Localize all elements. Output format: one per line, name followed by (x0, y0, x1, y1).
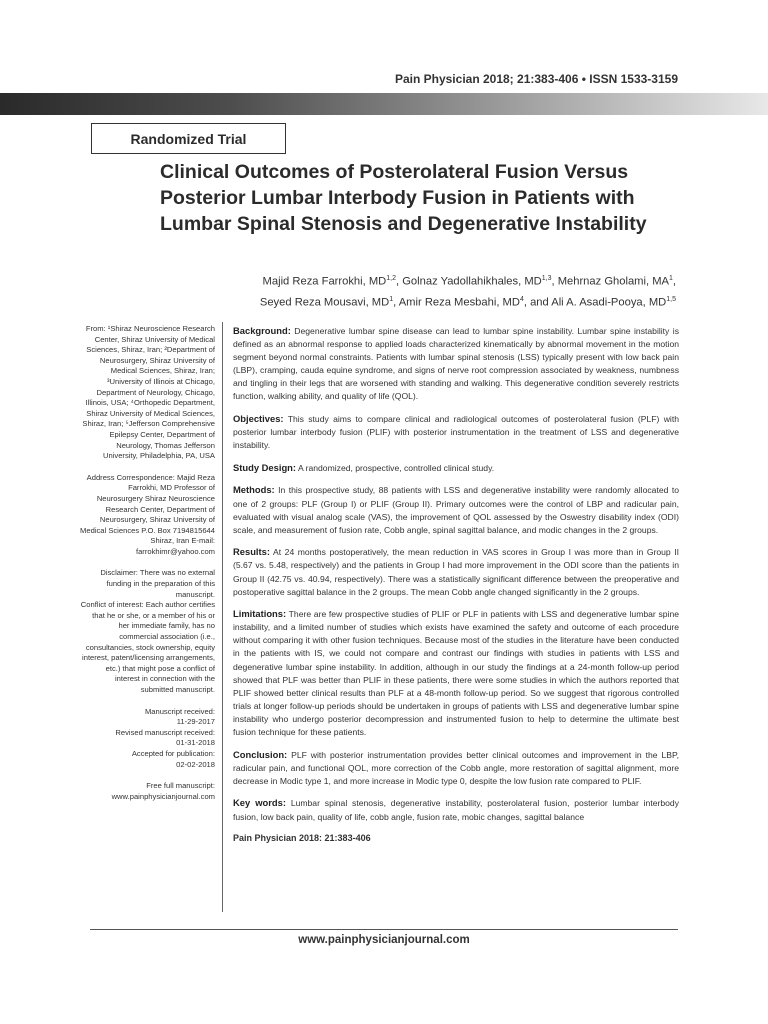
abstract-objectives (233, 412, 679, 452)
article-type-box (91, 123, 286, 154)
author-name: Seyed Reza Mousavi, MD (259, 296, 390, 309)
author-affiliation: 1,5 (666, 295, 676, 303)
article-title: Clinical Outcomes of Posterolateral Fusion Versus Posterior Lumbar Interbody Fusion in Patients with Lumbar Spinal Stenosis and Degenerative Instability (160, 161, 647, 235)
date-value: 11-29-2017 (176, 717, 215, 727)
article-type-label: Randomized Trial (130, 130, 247, 147)
section-label: Key words: (233, 797, 286, 809)
section-text: Degenerative lumbar spine disease can lead to lumbar spine instability. Lumbar spine instability is defined as an abnormal response to applied loads characterized kinematically by abnormal movement in the motion segment beyond normal constraints. Patients with lumbar spinal stenosis (LSS) typically present with low back pain (LBP), cramping, cauda equine syndrome, and signs of nerve root compression associated by weakness, numbness and tingling in their legs that are worsened with standing and walking. This degenerative condition severely restricts function, walking ability, and quality of life (QOL). (233, 326, 680, 402)
abstract-background (233, 324, 679, 404)
author-name: Golnaz Yadollahikhales, MD (402, 275, 542, 288)
date-label: Revised manuscript received: (115, 727, 215, 737)
author-separator: , and (523, 296, 552, 309)
author-affiliation: 1 (668, 275, 673, 282)
abstract-citation: Pain Physician 2018: 21:383-406 (233, 833, 371, 844)
date-label: Manuscript received: (144, 706, 215, 716)
author-separator: , (672, 275, 676, 288)
correspondence-note: Address Correspondence: Majid Reza Farrokhi, MD Professor of Neurosurgery Shiraz Neuroscience Research Center, Department of Neurosurgery, Shiraz University of Medical Sciences P.O. Box 7194815644 Shiraz, Iran E-mail: farrokhimr@yahoo.com (80, 472, 215, 556)
abstract-keywords (233, 796, 679, 823)
author-name: Mehrnaz Gholami, MA (557, 275, 669, 288)
author-separator: , (551, 275, 558, 288)
conflict-note: Conflict of interest: Each author certifies that he or she, or a member of his or her immediate family, has no commercial association (i.e., consultancies, stock ownership, equity interest, patent/licensing arrangements, etc.) that might pose a conflict of interest in connection with the submitted manuscript. (80, 600, 215, 694)
affiliations-note: From: ¹Shiraz Neuroscience Research Center, Shiraz University of Medical Sciences, Shiraz, Iran; ²Department of Neurosurgery, Shiraz University of Medical Sciences, Shiraz, Iran; ³University of Illinois at Chicago, Department of Neurology, Chicago, Illinois, USA; ⁴Orthopedic Department, Shiraz University of Medical Sciences, Shiraz, Iran; ⁵Jefferson Comprehensive Epilepsy Center, Department of Neurology, Thomas Jefferson University, Philadelphia, PA, USA (82, 324, 215, 461)
disclaimer-note: Disclaimer: There was no external funding in the preparation of this manuscript. (100, 568, 215, 599)
abstract-methods (233, 483, 679, 536)
section-label: Background: (233, 325, 291, 336)
abstract-conclusion (233, 748, 679, 788)
section-label: Study Design: (233, 461, 297, 473)
section-text: PLF with posterior instrumentation provides better clinical outcomes and improvement in the LBP, radicular pain, and functional QOL, more correction of the Cobb angle, more restoration of sagittal alignment, more decrease in Modic type 1, and more increase in Modic type 0, despite the low fusion rate compared to PLIF. (233, 749, 679, 786)
free-manuscript-note: Free full manuscript: www.painphysicianjournal.com (111, 781, 215, 801)
section-label: Methods: (233, 484, 275, 496)
author-name: Amir Reza Mesbahi, MD (398, 296, 520, 309)
journal-citation-header: Pain Physician 2018; 21:383-406 • ISSN 1533-3159 (394, 72, 678, 86)
abstract-limitations (233, 607, 679, 739)
header-gradient-bar (0, 93, 768, 115)
section-text: At 24 months postoperatively, the mean reduction in VAS scores in Group I was more than in Group II (5.67 vs. 5.48, respectively) and the patients in Group I had more improvement in the ODI score than the patients in Group II (42.75 vs. 40.94, respectively). There was a statistically significant difference between the preoperative and postoperative sagittal balance in the 2 groups. The mean Cobb angle changed significantly in the 2 groups. (233, 547, 679, 597)
section-text: This study aims to compare clinical and radiological outcomes of posterolateral fusion (PLF) with posterior lumbar interbody fusion (PLIF) with posterior instrumentation in the treatment of LSS and degenerative instability. (233, 414, 679, 451)
author-affiliation: 4 (519, 295, 524, 303)
column-divider (222, 322, 223, 912)
author-separator: , (393, 296, 399, 309)
abstract (233, 324, 679, 854)
footer-rule (90, 929, 678, 930)
section-label: Limitations: (233, 608, 287, 620)
section-label: Conclusion: (233, 748, 288, 760)
footer-url[interactable]: www.painphysicianjournal.com (298, 934, 470, 946)
date-label: Accepted for publication: (131, 748, 215, 758)
author-affiliation: 1,2 (386, 275, 396, 282)
section-text: A randomized, prospective, controlled clinical study. (297, 462, 495, 473)
date-value: 01-31-2018 (176, 738, 215, 748)
author-separator: , (396, 275, 403, 288)
author-list (90, 270, 676, 311)
author-name: Ali A. Asadi-Pooya, MD (551, 296, 667, 309)
abstract-results (233, 545, 679, 598)
author-name: Majid Reza Farrokhi, MD (262, 275, 387, 288)
section-label: Results: (233, 546, 270, 558)
date-value: 02-02-2018 (176, 759, 215, 769)
author-affiliation: 1 (389, 295, 394, 303)
abstract-study-design (233, 461, 679, 475)
section-text: Lumbar spinal stenosis, degenerative instability, posterolateral fusion, posterior lumbar interbody fusion, low back pain, quality of life, cobb angle, fusion rate, mobic changes, sagittal balance (233, 798, 679, 822)
section-label: Objectives: (233, 413, 284, 425)
sidebar-notes (80, 324, 215, 802)
section-text: In this prospective study, 88 patients with LSS and degenerative instability were randomly allocated to one of 2 groups: PLF (Group I) or PLIF (Group II). Primary outcomes were the control of LBP and radicular pain, evaluated with visual analog scale (VAS), the improvement of QOL assessed by the Oswestry disability index (ODI) scale, and measurement of fusion rate, Cobb angle, spinal sagittal balance, and modic changes in the 2 groups. (233, 485, 679, 535)
author-affiliation: 1,3 (541, 275, 552, 282)
section-text: There are few prospective studies of PLIF or PLF in patients with LSS and degenerative lumbar spine instability, and a limited number of studies which exists have examined the safety and outcome of each procedure without comparing it with other fusion techniques. Because most of the studies in the literature have been conducted in the patients with IS, we could not compare and contrast our findings with studies in patients with LSS and degenerative lumbar spine instability. In addition, although in our study the findings at a 24-month follow-up period showed that PLF was better than PLIF in these patients, there were some studies in which the authors reported that PLIF showed better clinical results than PLF at a 48-month follow-up period. So we suggest that rigorous controlled trials at longer follow-up periods should be undertaken in groups of patients with LSS and degenerative lumbar spine instability who undergo posterior decompression and instrumented fusion to help to determine the ultimate best fusion technique for these patients. (233, 609, 680, 738)
